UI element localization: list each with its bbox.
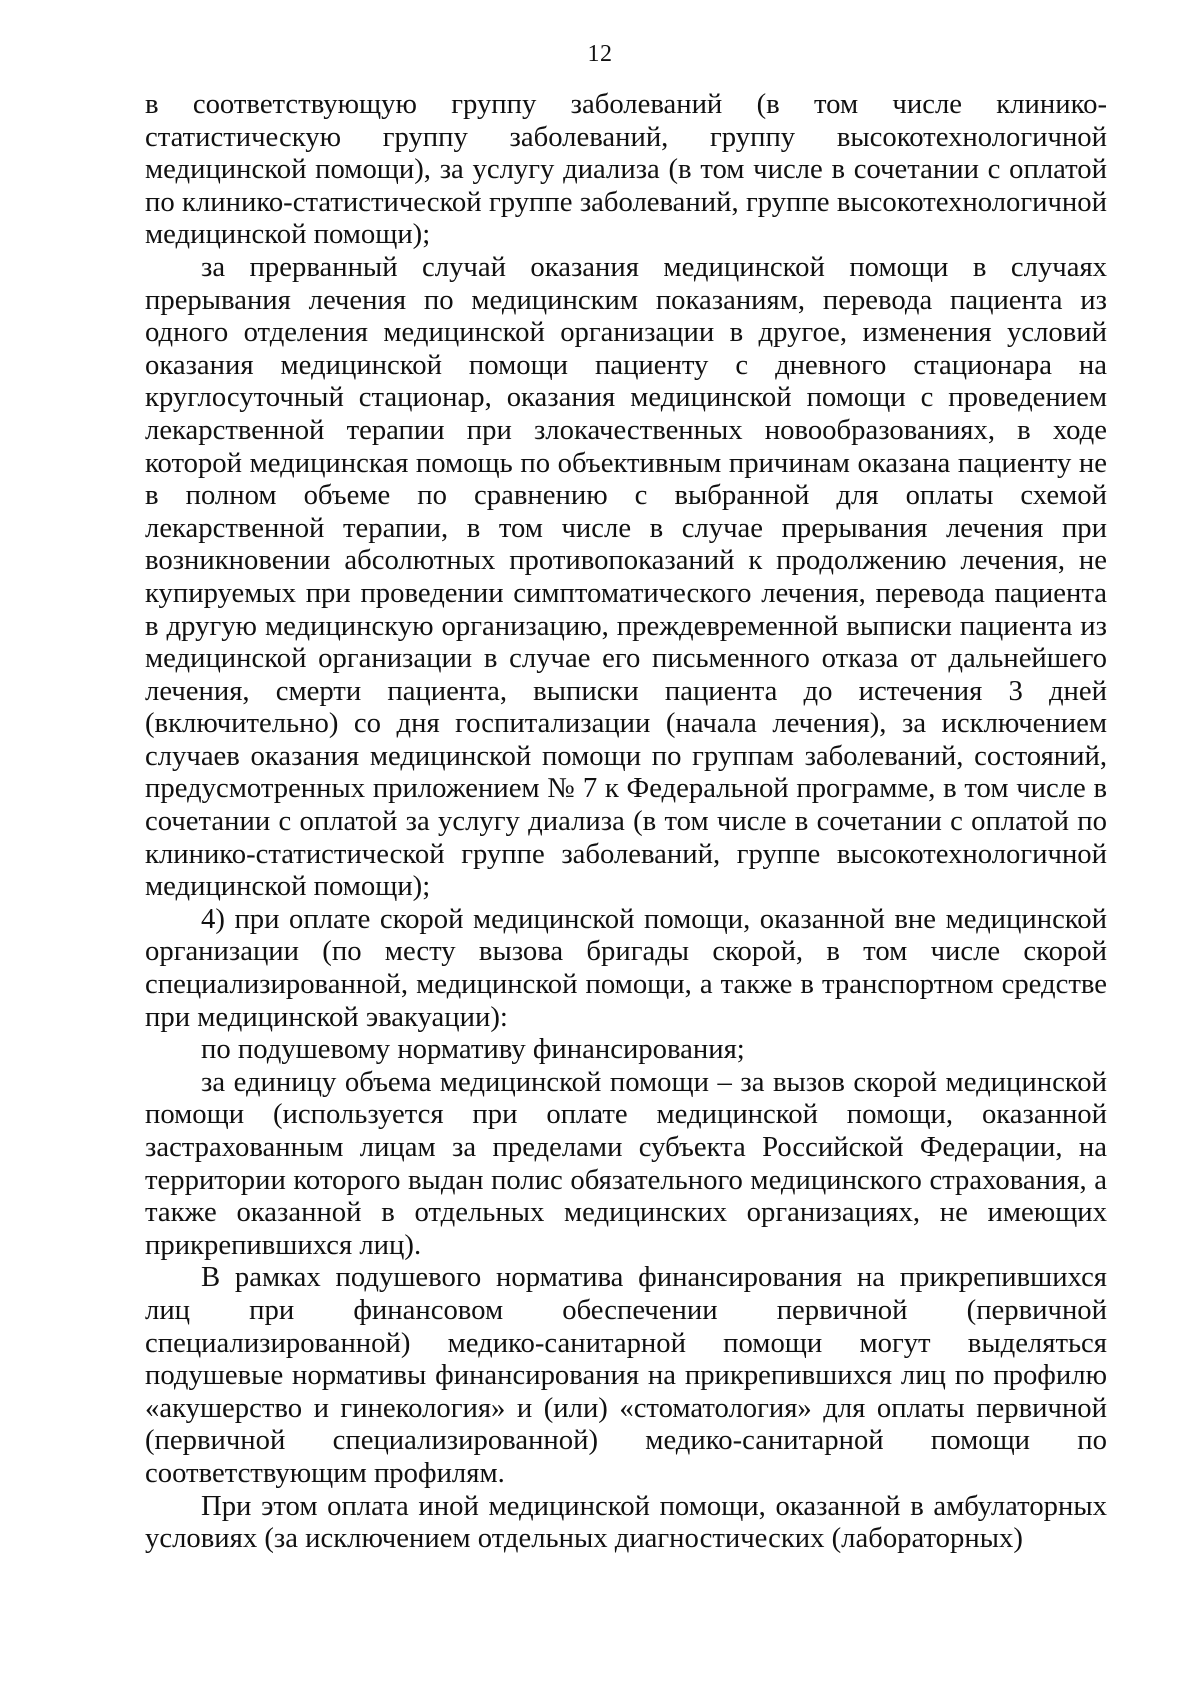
paragraph-per-capita-norm: по подушевому нормативу финансирования; [201, 1033, 745, 1066]
paragraph-other-outpatient-care: При этом оплата иной медицинской помощи, оказанной в амбулаторных условиях (за исключением отдельных диагностических (лабораторных) [145, 1489, 1107, 1555]
paragraph-interrupted-case: за прерванный случай оказания медицинской помощи в случаях прерывания лечения по медицинским показаниям, перевода пациента из одного отделения медицинской организации в другое, изменения условий оказания медицинской помощи пациенту с дневного стационара на круглосуточный стационар, оказания медицинской помощи с проведением лекарственной терапии при злокачественных новообразованиях, в ходе которой медицинская помощь по объективным причинам оказана пациенту не в полном объеме по сравнению с выбранной для оплаты схемой лекарственной терапии, в том числе в случае прерывания лечения при возникновении абсолютных противопоказаний к продолжению лечения, не купируемых при проведении симптоматического лечения, перевода пациента в другую медицинскую организацию, преждевременной выписки пациента из медицинской организации в случае его письменного отказа от дальнейшего лечения, смерти пациента, выписки пациента до истечения 3 дней (включительно) со дня госпитализации (начала лечения), за исключением случаев оказания медицинской помощи по группам заболеваний, состояний, предусмотренных приложением № 7 к Федеральной программе, в том числе в сочетании с оплатой за услугу диализа (в том числе в сочетании с оплатой по клинико-статистической группе заболеваний, группе высокотехнологичной медицинской помощи); [145, 250, 1107, 903]
paragraph-attached-persons-norm: В рамках подушевого норматива финансирования на прикрепившихся лиц при финансовом обеспечении первичной (первичной специализированной) медико-санитарной помощи могут выделяться подушевые нормативы финансирования на прикрепившихся лиц по профилю «акушерство и гинекология» и (или) «стоматология» для оплаты первичной (первичной специализированной) медико-санитарной помощи по соответствующим профилям. [145, 1261, 1107, 1489]
page-number: 12 [587, 41, 613, 67]
paragraph-per-unit-volume: за единицу объема медицинской помощи – за вызов скорой медицинской помощи (используется при оплате медицинской помощи, оказанной застрахованным лицам за пределами субъекта Российской Федерации, на территории которого выдан полис обязательного медицинского страхования, а также оказанной в отдельных медицинских организациях, не имеющих прикрепившихся лиц). [145, 1065, 1107, 1261]
paragraph-emergency-care-payment: 4) при оплате скорой медицинской помощи, оказанной вне медицинской организации (по месту вызова бригады скорой, в том числе скорой специализированной, медицинской помощи, а также в транспортном средстве при медицинской эвакуации): [145, 902, 1107, 1033]
document-body [145, 88, 1107, 1555]
paragraph-continuation: в соответствующую группу заболеваний (в том числе клинико-статистическую группу заболеваний, группу высокотехнологичной медицинской помощи), за услугу диализа (в том числе в сочетании с оплатой по клинико-статистической группе заболеваний, группе высокотехнологичной медицинской помощи); [145, 88, 1107, 251]
